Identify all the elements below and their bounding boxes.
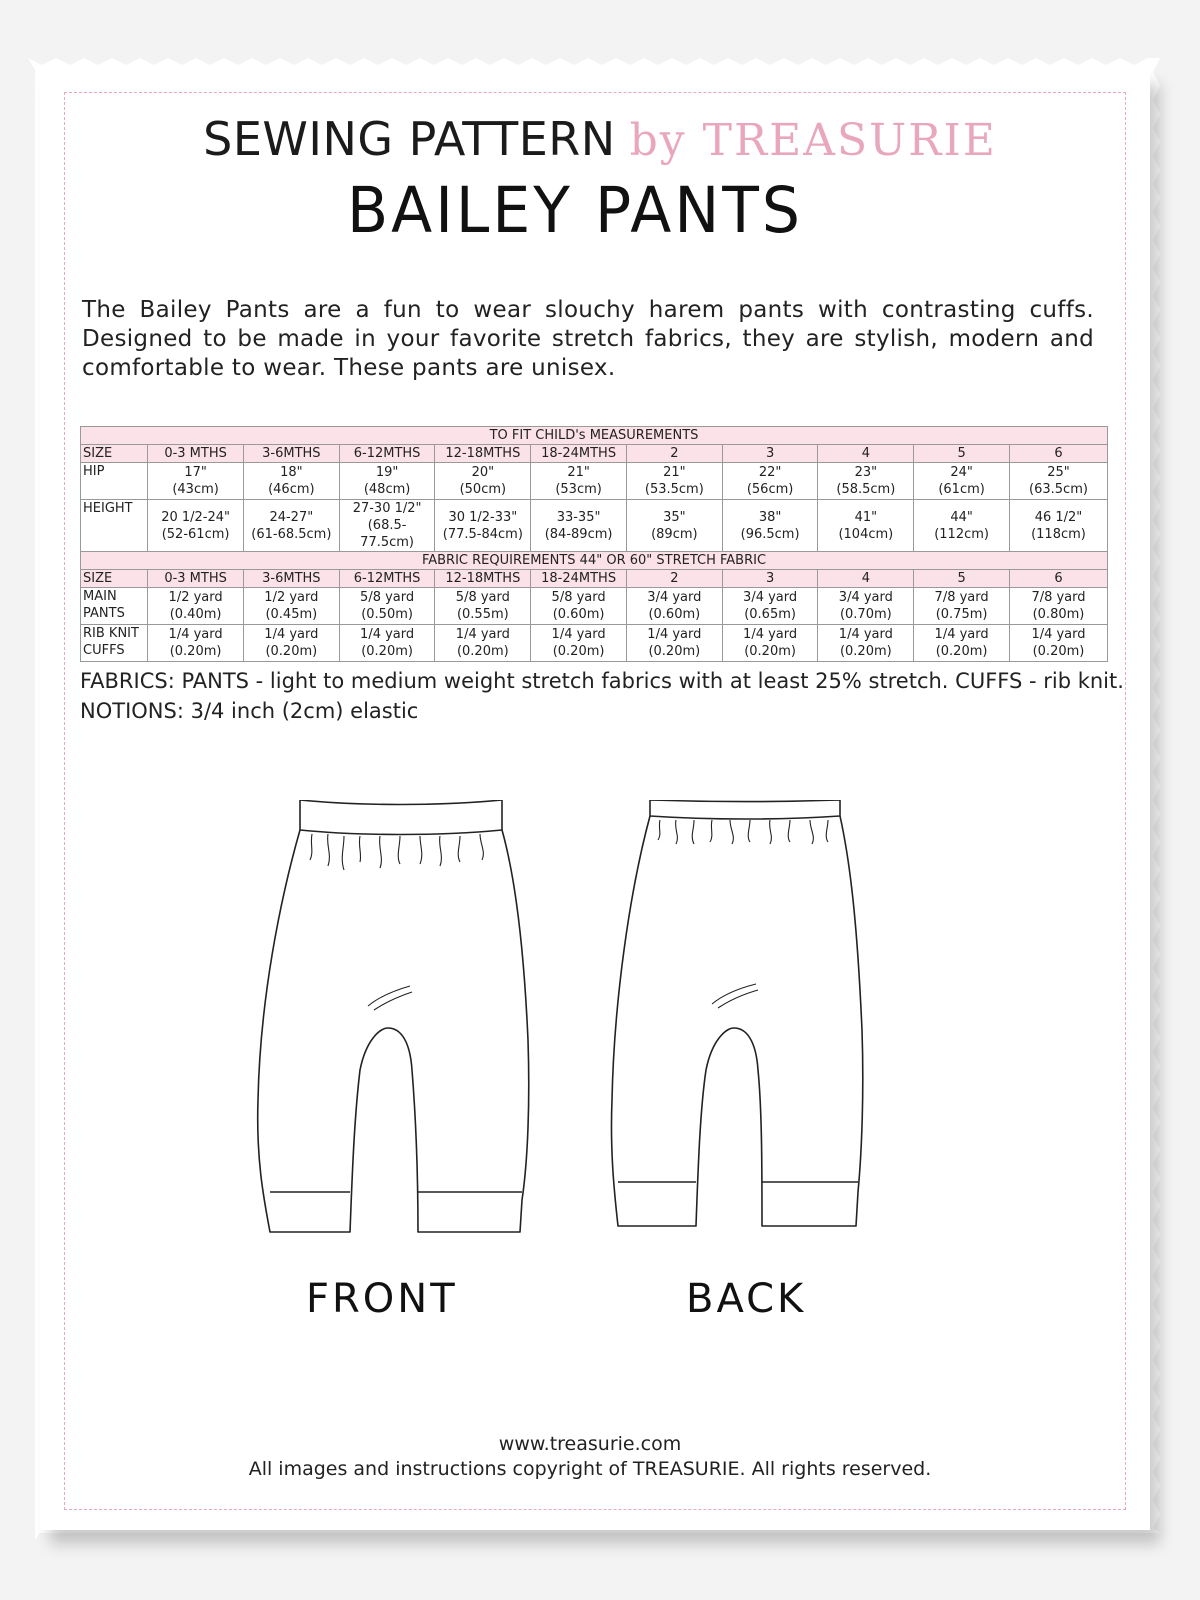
size-row — [81, 445, 1108, 463]
value-primary: 18" — [280, 465, 303, 480]
value-metric: (56cm) — [746, 482, 794, 497]
value-primary: 5/8 yard — [360, 590, 415, 605]
size-header-cell: 6-12MTHS — [339, 445, 435, 463]
value-metric: (0.20m) — [839, 644, 892, 659]
value-primary: 33-35" — [556, 509, 601, 525]
height-value-cell — [914, 500, 1010, 552]
height-value-cell — [626, 500, 722, 552]
value-primary: 1/4 yard — [743, 627, 798, 642]
value-metric: (43cm) — [172, 482, 219, 497]
size-header-cell: 0-3 MTHS — [148, 570, 244, 588]
size-header-cell: 6 — [1009, 445, 1107, 463]
value-primary: 21" — [663, 465, 686, 480]
value-primary: 21" — [567, 465, 590, 480]
size-chart-table — [80, 426, 1108, 662]
value-metric: (84-89cm) — [544, 526, 613, 542]
rib-value-cell — [531, 625, 627, 662]
value-primary: 1/2 yard — [168, 590, 223, 605]
value-primary: 19" — [375, 465, 399, 480]
height-value-cell — [1009, 500, 1107, 552]
value-primary: 3/4 yard — [647, 590, 702, 605]
size-header-cell: 6 — [1009, 570, 1107, 588]
height-value-cell — [722, 500, 818, 552]
size-header-cell: 18-24MTHS — [531, 570, 627, 588]
fabric-banner — [81, 552, 1108, 570]
rib-value-cell — [243, 625, 339, 662]
value-primary: 30 1/2-33" — [448, 509, 518, 525]
back-label: BACK — [686, 1276, 807, 1322]
footer-url: www.treasurie.com — [498, 1433, 682, 1455]
value-metric: (0.20m) — [648, 644, 701, 659]
rib-value-cell — [914, 625, 1010, 662]
back-pants-drawing — [611, 800, 862, 1226]
size-header-cell: 3-6MTHS — [243, 570, 339, 588]
value-primary: 41" — [854, 509, 878, 525]
height-value-cell — [435, 500, 531, 552]
size-header-cell: 3 — [722, 570, 818, 588]
rib-value-cell — [722, 625, 818, 662]
size-header-cell: 3 — [722, 445, 818, 463]
size-row — [81, 570, 1108, 588]
value-metric: (77.5-84cm) — [442, 526, 523, 542]
value-primary: 1/4 yard — [264, 627, 319, 642]
value-metric: (68.5-77.5cm) — [360, 518, 414, 550]
main-value-cell — [243, 588, 339, 625]
hip-value-cell — [435, 463, 531, 500]
value-metric: (0.20m) — [935, 644, 988, 659]
size-header-cell: 4 — [818, 570, 914, 588]
value-primary: 7/8 yard — [1031, 590, 1086, 605]
size-header-cell: 5 — [914, 445, 1010, 463]
value-primary: 1/4 yard — [647, 627, 702, 642]
value-primary: 20" — [471, 465, 495, 480]
value-metric: (48cm) — [363, 482, 411, 497]
value-primary: 3/4 yard — [838, 590, 893, 605]
rib-value-cell — [626, 625, 722, 662]
height-value-cell — [531, 500, 627, 552]
footer-copyright: All images and instructions copyright of TREASURIE. All rights reserved. — [248, 1458, 932, 1480]
value-metric: (63.5cm) — [1029, 482, 1088, 497]
value-primary: 35" — [663, 509, 686, 525]
value-primary: 1/4 yard — [1031, 627, 1086, 642]
hip-value-cell — [914, 463, 1010, 500]
value-metric: (58.5cm) — [836, 482, 896, 497]
main-value-cell — [339, 588, 435, 625]
hip-value-cell — [148, 463, 244, 500]
size-header-cell: 12-18MTHS — [435, 570, 531, 588]
value-primary: 24-27" — [269, 509, 314, 525]
intro-paragraph: The Bailey Pants are a fun to wear slouchy harem pants with contrasting cuffs. Designed to be made in your favorite stretch fabrics, they are stylish, modern and comfortable to wear. These pants are unisex. — [82, 297, 1094, 381]
size-header-cell: 2 — [626, 570, 722, 588]
size-header-cell: 0-3 MTHS — [148, 445, 244, 463]
value-primary: 1/4 yard — [455, 627, 510, 642]
value-primary: 1/4 yard — [360, 627, 415, 642]
value-primary: 7/8 yard — [934, 590, 989, 605]
value-metric: (0.80m) — [1032, 607, 1085, 622]
size-header-cell: 4 — [818, 445, 914, 463]
height-value-cell — [243, 500, 339, 552]
size-header-cell: 12-18MTHS — [435, 445, 531, 463]
height-value-cell — [148, 500, 244, 552]
rib-value-cell — [435, 625, 531, 662]
value-metric: (118cm) — [1031, 526, 1086, 542]
size-header-cell: 18-24MTHS — [531, 445, 627, 463]
value-metric: (96.5cm) — [740, 526, 800, 542]
value-metric: (0.20m) — [1032, 644, 1085, 659]
value-metric: (0.20m) — [552, 644, 605, 659]
value-primary: 38" — [758, 509, 782, 525]
row-label-line: RIB KNIT — [83, 626, 139, 641]
rib-value-cell — [339, 625, 435, 662]
fabric-notes — [80, 666, 1190, 726]
front-pants-drawing — [258, 800, 529, 1232]
size-header-cell: 2 — [626, 445, 722, 463]
measurements-banner-title: TO FIT CHILD's MEASUREMENTS — [81, 427, 1108, 445]
row-label-line: HIP — [83, 464, 105, 479]
row-label — [81, 463, 148, 500]
value-metric: (0.60m) — [648, 607, 701, 622]
row-label — [81, 625, 148, 662]
value-metric: (89cm) — [651, 526, 698, 542]
value-metric: (0.45m) — [265, 607, 318, 622]
row-label — [81, 588, 148, 625]
value-primary: 1/4 yard — [551, 627, 606, 642]
header-title — [0, 112, 1200, 166]
main-row — [81, 588, 1108, 625]
value-primary: 3/4 yard — [743, 590, 798, 605]
height-row — [81, 500, 1108, 552]
hip-value-cell — [531, 463, 627, 500]
rib-value-cell — [1009, 625, 1107, 662]
value-primary: 23" — [854, 465, 878, 480]
front-label: FRONT — [306, 1276, 458, 1322]
title-sewing-pattern: SEWING PATTERN — [203, 112, 616, 166]
notions-line: NOTIONS: 3/4 inch (2cm) elastic — [80, 699, 419, 723]
value-metric: (50cm) — [459, 482, 507, 497]
main-value-cell — [1009, 588, 1107, 625]
pattern-name: BAILEY PANTS — [347, 174, 803, 248]
hip-value-cell — [339, 463, 435, 500]
main-value-cell — [818, 588, 914, 625]
hip-value-cell — [243, 463, 339, 500]
rib-row — [81, 625, 1108, 662]
value-metric: (0.20m) — [361, 644, 413, 659]
value-metric: (61-68.5cm) — [251, 526, 332, 542]
rib-value-cell — [148, 625, 244, 662]
value-metric: (46cm) — [268, 482, 315, 497]
height-value-cell — [339, 500, 435, 552]
value-metric: (0.75m) — [935, 607, 988, 622]
main-value-cell — [626, 588, 722, 625]
value-primary: 1/4 yard — [168, 627, 223, 642]
value-primary: 5/8 yard — [455, 590, 510, 605]
row-label: SIZE — [81, 570, 148, 588]
main-value-cell — [722, 588, 818, 625]
footer — [0, 1432, 1180, 1482]
size-header-cell: 3-6MTHS — [243, 445, 339, 463]
value-metric: (0.60m) — [552, 607, 605, 622]
value-primary: 20 1/2-24" — [161, 509, 230, 525]
value-primary: 22" — [758, 465, 782, 480]
value-primary: 46 1/2" — [1034, 509, 1083, 525]
title-by-treasurie: by TREASURIE — [629, 115, 997, 166]
value-primary: 44" — [950, 509, 973, 525]
hip-value-cell — [1009, 463, 1107, 500]
height-value-cell — [818, 500, 914, 552]
value-metric: (53.5cm) — [644, 482, 704, 497]
value-metric: (61cm) — [938, 482, 985, 497]
main-value-cell — [914, 588, 1010, 625]
row-label — [81, 500, 148, 552]
main-value-cell — [435, 588, 531, 625]
hip-row — [81, 463, 1108, 500]
pants-illustrations — [240, 800, 900, 1270]
value-primary: 1/4 yard — [934, 627, 989, 642]
fabric-banner-title: FABRIC REQUIREMENTS 44" OR 60" STRETCH FABRIC — [81, 552, 1108, 570]
rib-value-cell — [818, 625, 914, 662]
value-metric: (0.20m) — [169, 644, 222, 659]
hip-value-cell — [626, 463, 722, 500]
value-primary: 5/8 yard — [551, 590, 606, 605]
value-metric: (0.20m) — [265, 644, 318, 659]
value-primary: 1/4 yard — [838, 627, 893, 642]
value-metric: (104cm) — [838, 526, 894, 542]
size-header-cell: 6-12MTHS — [339, 570, 435, 588]
value-metric: (112cm) — [934, 526, 989, 542]
main-value-cell — [531, 588, 627, 625]
value-metric: (0.55m) — [456, 607, 509, 622]
measurements-banner — [81, 427, 1108, 445]
value-primary: 27-30 1/2" — [352, 501, 422, 516]
row-label: SIZE — [81, 445, 148, 463]
value-metric: (53cm) — [555, 482, 602, 497]
value-metric: (0.65m) — [744, 607, 796, 622]
value-metric: (0.20m) — [456, 644, 509, 659]
hip-value-cell — [722, 463, 818, 500]
value-metric: (52-61cm) — [161, 526, 230, 542]
value-metric: (0.20m) — [744, 644, 796, 659]
value-metric: (0.70m) — [839, 607, 892, 622]
hip-value-cell — [818, 463, 914, 500]
value-primary: 1/2 yard — [264, 590, 319, 605]
value-metric: (0.40m) — [169, 607, 222, 622]
value-primary: 17" — [184, 465, 207, 480]
row-label-line: HEIGHT — [83, 501, 133, 516]
row-label-line: MAIN — [83, 589, 117, 604]
row-label-line: CUFFS — [83, 643, 125, 658]
value-metric: (0.50m) — [361, 607, 413, 622]
size-header-cell: 5 — [914, 570, 1010, 588]
fabrics-line: FABRICS: PANTS - light to medium weight stretch fabrics with at least 25% stretch. CUFFS - rib knit. — [80, 669, 1124, 693]
row-label-line: PANTS — [83, 606, 125, 621]
value-primary: 25" — [1047, 465, 1070, 480]
value-primary: 24" — [950, 465, 973, 480]
main-value-cell — [148, 588, 244, 625]
